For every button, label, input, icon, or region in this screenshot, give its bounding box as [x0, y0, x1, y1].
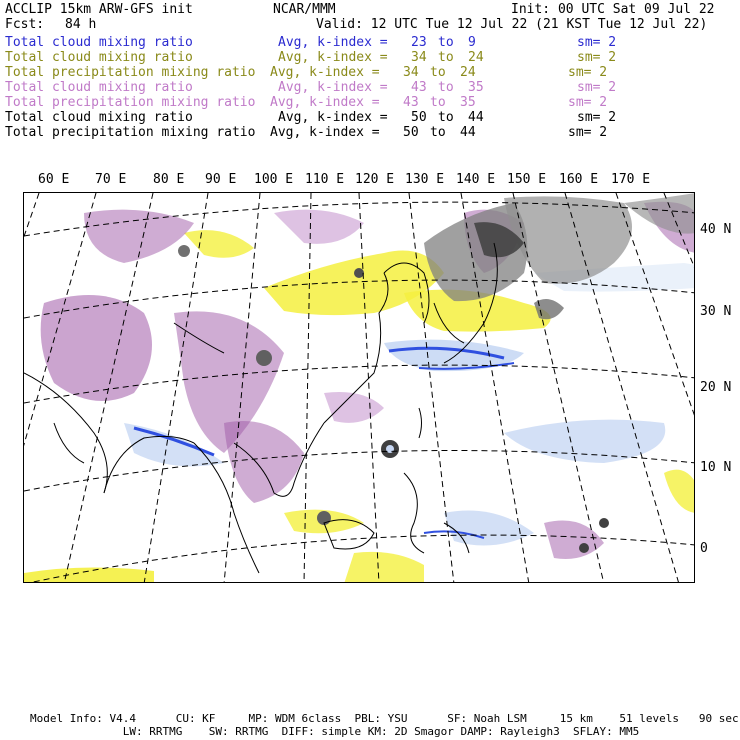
lon-label: 80 E [153, 172, 185, 187]
field-k-from: 50 [403, 125, 419, 140]
valid-time: Valid: 12 UTC Tue 12 Jul 22 (21 KST Tue 12 Jul 22) [316, 17, 708, 32]
lon-label: 160 E [559, 172, 599, 187]
field-sm: sm= 2 [568, 65, 608, 80]
field-to: to [438, 110, 454, 125]
field-avg-label: Avg, k-index = [278, 35, 388, 50]
field-k-to: 35 [468, 80, 484, 95]
field-sm: sm= 2 [577, 35, 617, 50]
lon-label: 170 E [611, 172, 651, 187]
field-k-to: 35 [460, 95, 476, 110]
lat-label: 0 [700, 541, 708, 556]
field-name: Total cloud mixing ratio [5, 80, 193, 95]
fcst-label: Fcst: [5, 17, 45, 32]
lat-label: 30 N [700, 304, 732, 319]
title-left: ACCLIP 15km ARW-GFS init [5, 2, 193, 17]
model-info-line2: LW: RRTMG SW: RRTMG DIFF: simple KM: 2D Smagor DAMP: Rayleigh3 SFLAY: MM5 [30, 725, 640, 738]
field-k-to: 24 [468, 50, 484, 65]
field-to: to [438, 80, 454, 95]
field-k-from: 23 [411, 35, 427, 50]
field-k-from: 50 [411, 110, 427, 125]
field-to: to [430, 65, 446, 80]
field-k-to: 44 [468, 110, 484, 125]
field-k-from: 43 [403, 95, 419, 110]
title-center: NCAR/MMM [273, 2, 336, 17]
fcst-value: 84 h [65, 17, 97, 32]
field-avg-label: Avg, k-index = [278, 110, 388, 125]
field-name: Total precipitation mixing ratio [5, 95, 256, 110]
field-avg-label: Avg, k-index = [278, 50, 388, 65]
field-name: Total cloud mixing ratio [5, 50, 193, 65]
lon-label: 130 E [405, 172, 445, 187]
field-sm: sm= 2 [577, 50, 617, 65]
field-name: Total cloud mixing ratio [5, 35, 193, 50]
lon-label: 70 E [95, 172, 127, 187]
field-to: to [430, 95, 446, 110]
field-k-from: 34 [411, 50, 427, 65]
field-sm: sm= 2 [568, 125, 608, 140]
field-sm: sm= 2 [568, 95, 608, 110]
field-to: to [438, 35, 454, 50]
map-panel [23, 192, 695, 583]
init-time: Init: 00 UTC Sat 09 Jul 22 [511, 2, 715, 17]
field-k-to: 9 [468, 35, 476, 50]
lat-label: 40 N [700, 222, 732, 237]
field-k-to: 24 [460, 65, 476, 80]
map-svg [24, 193, 695, 583]
field-sm: sm= 2 [577, 80, 617, 95]
field-k-from: 43 [411, 80, 427, 95]
field-avg-label: Avg, k-index = [270, 95, 380, 110]
field-to: to [430, 125, 446, 140]
field-name: Total precipitation mixing ratio [5, 65, 256, 80]
lat-label: 20 N [700, 380, 732, 395]
lon-label: 140 E [456, 172, 496, 187]
lon-label: 120 E [355, 172, 395, 187]
lon-label: 90 E [205, 172, 237, 187]
field-avg-label: Avg, k-index = [278, 80, 388, 95]
field-k-from: 34 [403, 65, 419, 80]
field-avg-label: Avg, k-index = [270, 65, 380, 80]
field-k-to: 44 [460, 125, 476, 140]
model-info-line1: Model Info: V4.4 CU: KF MP: WDM 6class PBL: YSU SF: Noah LSM 15 km 51 levels 90 sec [30, 712, 739, 725]
lon-label: 110 E [305, 172, 345, 187]
lon-label: 150 E [507, 172, 547, 187]
field-name: Total cloud mixing ratio [5, 110, 193, 125]
field-to: to [438, 50, 454, 65]
lon-label: 100 E [254, 172, 294, 187]
lon-label: 60 E [38, 172, 70, 187]
lat-label: 10 N [700, 460, 732, 475]
field-avg-label: Avg, k-index = [270, 125, 380, 140]
field-name: Total precipitation mixing ratio [5, 125, 256, 140]
field-sm: sm= 2 [577, 110, 617, 125]
